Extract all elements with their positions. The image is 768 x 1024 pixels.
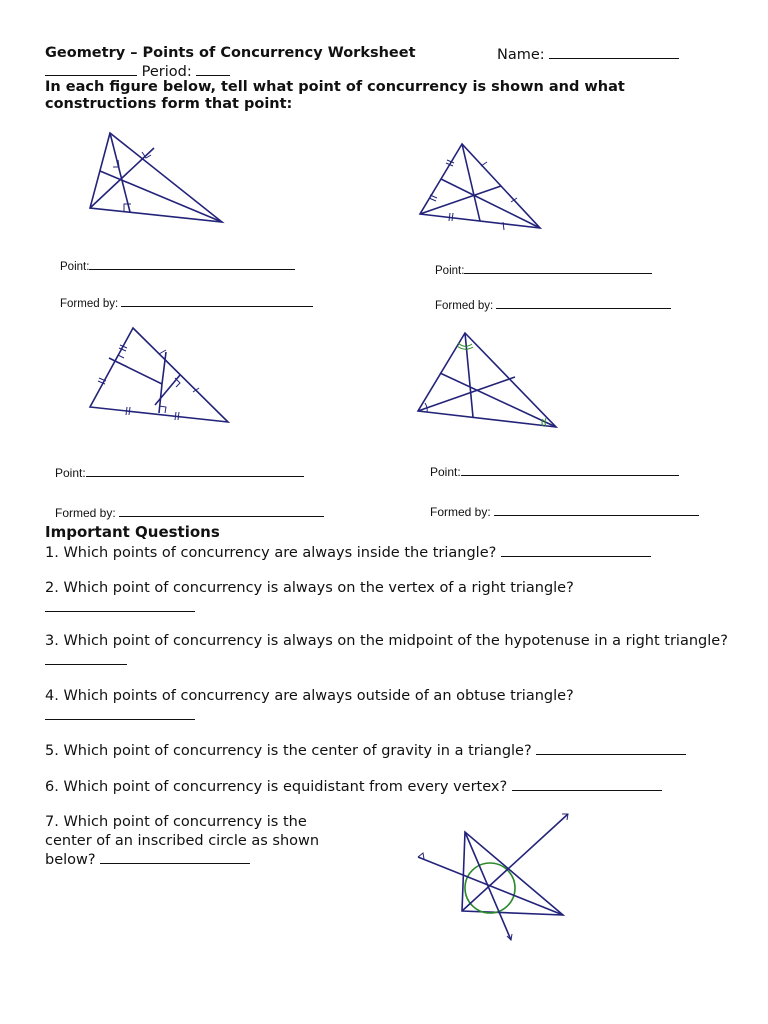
figure-2-centroid-triangle xyxy=(410,138,550,233)
figure-1-formed-blank[interactable] xyxy=(121,293,313,307)
figure-4-formed-label: Formed by: xyxy=(430,505,495,519)
name-label: Name: xyxy=(497,47,550,63)
figure-4-point-field[interactable] xyxy=(430,462,679,479)
figure-3-point-blank[interactable] xyxy=(86,463,304,477)
figure-4-formed-field[interactable] xyxy=(430,502,699,519)
figure-2-formed-blank[interactable] xyxy=(496,295,671,309)
name-blank[interactable] xyxy=(549,45,679,59)
question-5 xyxy=(45,741,745,761)
question-1-blank[interactable] xyxy=(501,543,651,557)
figure-1-formed-field[interactable] xyxy=(60,293,313,310)
question-2 xyxy=(45,579,745,617)
figure-5-inscribed-circle-triangle xyxy=(410,808,585,944)
question-6 xyxy=(45,777,745,797)
figure-1-point-label: Point: xyxy=(60,261,90,273)
question-3-blank[interactable] xyxy=(45,651,127,665)
figure-4-formed-blank[interactable] xyxy=(494,502,699,516)
question-7 xyxy=(45,813,345,870)
question-4 xyxy=(45,687,745,725)
figure-4-point-label: Point: xyxy=(430,465,461,479)
name-field[interactable] xyxy=(497,45,679,63)
figure-3-circumcenter-triangle xyxy=(80,320,240,430)
question-6-text: 6. Which point of concurrency is equidistant from every vertex? xyxy=(45,779,512,795)
figure-2-point-field[interactable] xyxy=(435,260,652,277)
period-field[interactable] xyxy=(45,62,230,80)
figure-1-point-field[interactable] xyxy=(60,256,295,273)
question-1-text: 1. Which points of concurrency are always inside the triangle? xyxy=(45,545,501,561)
question-5-text: 5. Which point of concurrency is the center of gravity in a triangle? xyxy=(45,743,537,759)
question-1 xyxy=(45,543,745,563)
figure-2-formed-field[interactable] xyxy=(435,295,671,312)
question-7-blank[interactable] xyxy=(100,850,250,864)
question-5-blank[interactable] xyxy=(536,741,686,755)
figure-1-formed-label: Formed by: xyxy=(60,298,122,310)
figure-1-orthocenter-triangle xyxy=(80,125,240,235)
worksheet-title: Geometry – Points of Concurrency Worksheet xyxy=(45,45,416,61)
figure-4-incenter-triangle xyxy=(410,325,565,435)
question-3-text: 3. Which point of concurrency is always on the midpoint of the hypotenuse in a right triangle? xyxy=(45,633,728,649)
question-2-blank[interactable] xyxy=(45,598,195,612)
figure-2-point-label: Point: xyxy=(435,265,465,277)
figure-3-formed-label: Formed by: xyxy=(55,506,120,520)
figure-3-formed-field[interactable] xyxy=(55,503,324,520)
period-label: Period: xyxy=(137,64,197,80)
figure-4-point-blank[interactable] xyxy=(461,462,679,476)
question-7-text: 7. Which point of concurrency is the center of an inscribed circle as shown below? xyxy=(45,814,320,868)
period-prefix-blank[interactable] xyxy=(45,62,137,76)
question-4-text: 4. Which points of concurrency are always outside of an obtuse triangle? xyxy=(45,688,574,704)
figure-3-formed-blank[interactable] xyxy=(119,503,324,517)
questions-heading: Important Questions xyxy=(45,523,220,541)
instructions: In each figure below, tell what point of concurrency is shown and what constructions form that point: xyxy=(45,79,625,112)
figure-3-point-field[interactable] xyxy=(55,463,304,480)
question-6-blank[interactable] xyxy=(512,777,662,791)
question-2-text: 2. Which point of concurrency is always on the vertex of a right triangle? xyxy=(45,580,574,596)
figure-1-point-blank[interactable] xyxy=(89,256,295,270)
question-3 xyxy=(45,632,735,670)
period-blank[interactable] xyxy=(196,62,230,76)
figure-2-point-blank[interactable] xyxy=(464,260,652,274)
figure-2-formed-label: Formed by: xyxy=(435,300,497,312)
question-4-blank[interactable] xyxy=(45,706,195,720)
figure-3-point-label: Point: xyxy=(55,466,86,480)
